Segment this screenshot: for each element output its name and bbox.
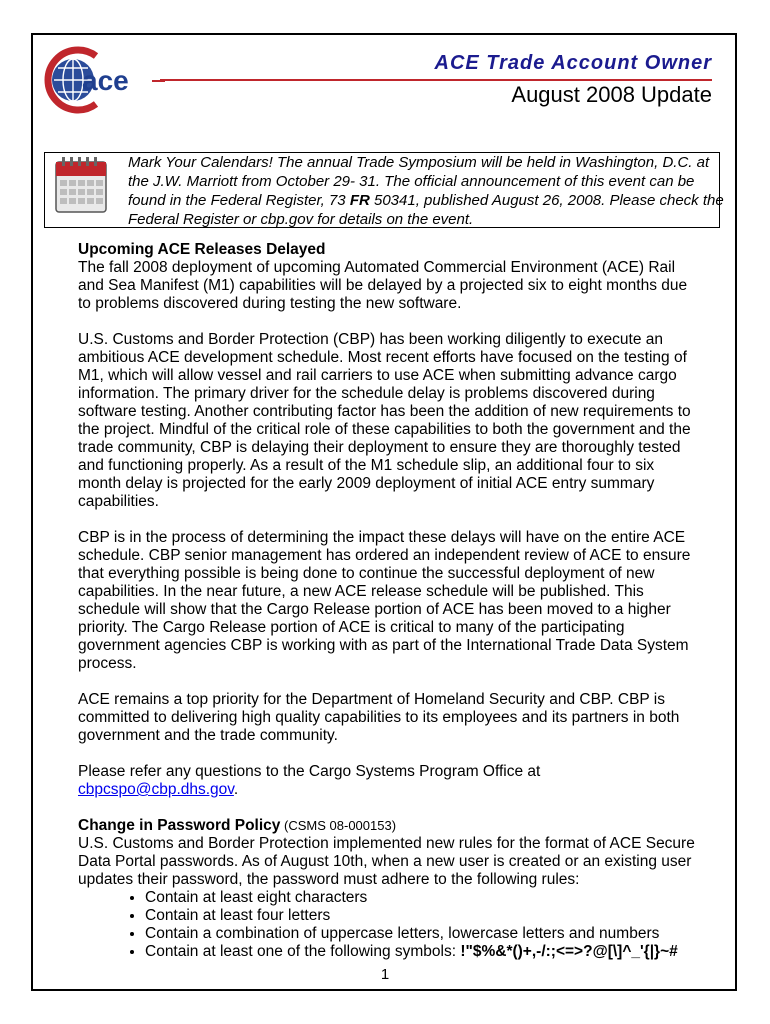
section-heading-releases: Upcoming ACE Releases Delayed [78, 241, 326, 258]
paragraph: U.S. Customs and Border Protection (CBP) has been working diligently to execute an ambitious ACE development schedule. Most recent efforts have focused on the testing of M1, which will allow vessel and rail carriers to use ACE when submitting advance cargo information. The primary driver for the schedule delay is problems discovered during software testing. Another contributing factor has been the addition of new requirements to the project. Mindful of the critical role of these capabilities to both the government and the trade community, CBP is delaying their deployment to ensure they are thoroughly tested and functioning properly. As a result of the M1 schedule slip, an additional four to six month delay is projected for the early 2009 deployment of initial ACE entry summary capabilities. [78, 331, 691, 510]
list-item: • Contain a combination of uppercase letters, lowercase letters and numbers [145, 925, 698, 943]
calendar-icon [54, 156, 108, 214]
paragraph: ACE remains a top priority for the Department of Homeland Security and CBP. CBP is committed to delivering high quality capabilities to its employees and its partners in both government and the trade community. [78, 691, 680, 744]
list-item: • Contain at least eight characters [145, 889, 698, 907]
contact-email-link[interactable]: cbpcspo@cbp.dhs.gov [78, 781, 234, 798]
article-body [78, 241, 698, 961]
contact-paragraph: Please refer any questions to the Cargo Systems Program Office at cbpcspo@cbp.dhs.gov. [78, 763, 541, 798]
ace-logo [40, 40, 165, 120]
paragraph: CBP is in the process of determining the impact these delays will have on the entire ACE schedule. CBP senior management has ordered an independent review of ACE to ensure that everything possible is being done to continue the successful deployment of new capabilities. In the near future, a new ACE release schedule will be published. This schedule will show that the Cargo Release portion of ACE has been moved to a higher priority. The Cargo Release portion of ACE is critical to many of the participating government agencies CBP is working with as part of the International Trade Data System process. [78, 529, 691, 672]
password-rules-list [78, 889, 698, 961]
page-number: 1 [380, 966, 390, 983]
password-intro: U.S. Customs and Border Protection implemented new rules for the format of ACE Secure Data Portal passwords. As of August 10th, when a new user is created or an existing user updates their password, the password must adhere to the following rules: [78, 835, 695, 888]
list-item: • Contain at least one of the following symbols: !"$%&*()+,-/:;<=>?@[\]^_'{|}~# [145, 943, 698, 961]
section-heading-password: Change in Password Policy (CSMS 08-000153) [78, 817, 397, 834]
header-divider [160, 79, 712, 81]
newsletter-date: August 2008 Update [511, 82, 712, 107]
list-item: • Contain at least four letters [145, 907, 698, 925]
newsletter-title: ACE Trade Account Owner [434, 52, 712, 74]
logo-wordmark: ace [82, 65, 129, 96]
paragraph: The fall 2008 deployment of upcoming Automated Commercial Environment (ACE) Rail and Sea Manifest (M1) capabilities will be delayed by a projected six to eight months due to problems discovered during testing the new software. [78, 259, 688, 312]
symposium-notice: Mark Your Calendars! The annual Trade Symposium will be held in Washington, D.C. at the J.W. Marriott from October 29- 31. The official announcement of this event can be found in the Federal Register, 73 FR 50341, published August 26, 2008. Please check the Federal Register or cbp.gov for details on the event. [128, 154, 724, 228]
